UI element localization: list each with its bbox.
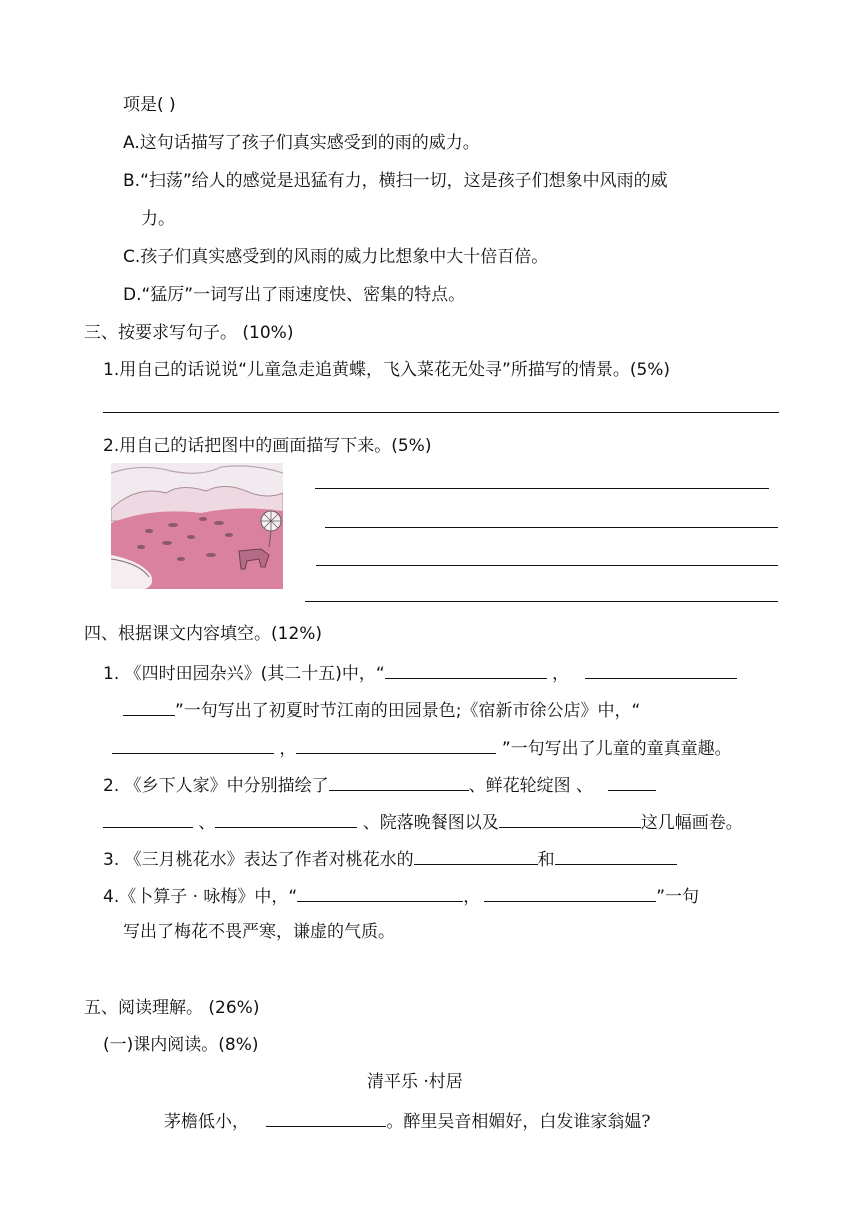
poem-line1-b: 。醉里吴音相媚好，白发谁家翁媪? bbox=[386, 1112, 651, 1132]
answer-line[interactable] bbox=[315, 488, 769, 489]
fill-blank[interactable] bbox=[297, 883, 463, 902]
poem-line1 bbox=[164, 1108, 651, 1134]
q2-text-a: 2. 《乡下人家》中分别描绘了 bbox=[103, 776, 329, 796]
fill-blank[interactable] bbox=[608, 772, 656, 791]
section3-question1: 1.用自己的话说说“儿童急走追黄蝶，飞入菜花无处寻”所描写的情景。(5%) bbox=[103, 360, 671, 380]
q1-text-b: ”一句写出了初夏时节江南的田园景色;《宿新市徐公店》中，“ bbox=[175, 701, 641, 721]
answer-line[interactable] bbox=[103, 412, 779, 413]
q1-comma1: ， bbox=[552, 664, 570, 684]
section4-q2-line2 bbox=[103, 809, 743, 835]
landscape-picture bbox=[111, 463, 283, 589]
q2-text-d: 、院落晚餐图以及 bbox=[362, 813, 499, 833]
fill-blank[interactable] bbox=[266, 1108, 386, 1127]
option-c: C.孩子们真实感受到的风雨的威力比想象中大十倍百倍。 bbox=[123, 247, 549, 267]
fill-blank[interactable] bbox=[112, 735, 274, 754]
answer-line[interactable] bbox=[325, 527, 778, 528]
fill-blank[interactable] bbox=[215, 809, 357, 828]
question-stem-end: 项是( ) bbox=[123, 95, 176, 115]
option-d: D.“猛厉”一词写出了雨速度快、密集的特点。 bbox=[123, 285, 466, 305]
fill-blank[interactable] bbox=[103, 809, 193, 828]
section4-heading: 四、根据课文内容填空。(12%) bbox=[84, 624, 323, 644]
poem-line1-a: 茅檐低小， bbox=[164, 1112, 249, 1132]
option-b-line2: 力。 bbox=[141, 209, 175, 229]
section3-question2: 2.用自己的话把图中的画面描写下来。(5%) bbox=[103, 436, 432, 456]
q2-text-b: 、鲜花轮绽图 、 bbox=[468, 776, 594, 796]
q2-text-e: 这几幅画卷。 bbox=[640, 813, 743, 833]
fill-blank[interactable] bbox=[296, 735, 496, 754]
fill-blank[interactable] bbox=[329, 772, 469, 791]
section4-q3 bbox=[103, 846, 677, 872]
fill-blank[interactable] bbox=[385, 660, 547, 679]
q4-text-b: ”一句 bbox=[656, 887, 700, 907]
section4-q1-line2 bbox=[123, 697, 640, 723]
q4-comma: ， bbox=[463, 887, 481, 907]
fill-blank[interactable] bbox=[123, 697, 175, 716]
q1-text-c: ”一句写出了儿童的童真童趣。 bbox=[501, 739, 732, 759]
section4-q1-line3 bbox=[112, 735, 732, 761]
fill-blank[interactable] bbox=[499, 809, 641, 828]
fill-blank[interactable] bbox=[585, 660, 737, 679]
fill-blank[interactable] bbox=[484, 883, 656, 902]
section4-q4-line1 bbox=[103, 883, 699, 909]
q1-text-a: 1. 《四时田园杂兴》(其二十五)中，“ bbox=[103, 664, 385, 684]
answer-line[interactable] bbox=[305, 601, 778, 602]
section4-q4-line2: 写出了梅花不畏严寒，谦虚的气质。 bbox=[123, 922, 395, 942]
q1-comma2: ， bbox=[279, 739, 297, 759]
q4-text-a: 4.《卜算子 · 咏梅》中，“ bbox=[103, 887, 298, 907]
option-b-line1: B.“扫荡”给人的感觉是迅猛有力，横扫一切，这是孩子们想象中风雨的威 bbox=[123, 171, 668, 191]
section5-subheading: (一)课内阅读。(8%) bbox=[103, 1035, 259, 1055]
q2-text-c: 、 bbox=[198, 813, 216, 833]
fill-blank[interactable] bbox=[414, 846, 538, 865]
section5-heading: 五、阅读理解。 (26%) bbox=[84, 998, 260, 1018]
section4-q1-line1 bbox=[103, 660, 737, 686]
fill-blank[interactable] bbox=[555, 846, 677, 865]
section3-heading: 三、按要求写句子。 (10%) bbox=[84, 323, 294, 343]
q3-text-b: 和 bbox=[537, 850, 555, 870]
section4-q2-line1 bbox=[103, 772, 656, 798]
answer-line[interactable] bbox=[316, 565, 778, 566]
poem-title: 清平乐 ·村居 bbox=[367, 1072, 463, 1092]
option-a: A.这句话描写了孩子们真实感受到的雨的威力。 bbox=[123, 133, 480, 153]
q3-text-a: 3. 《三月桃花水》表达了作者对桃花水的 bbox=[103, 850, 414, 870]
